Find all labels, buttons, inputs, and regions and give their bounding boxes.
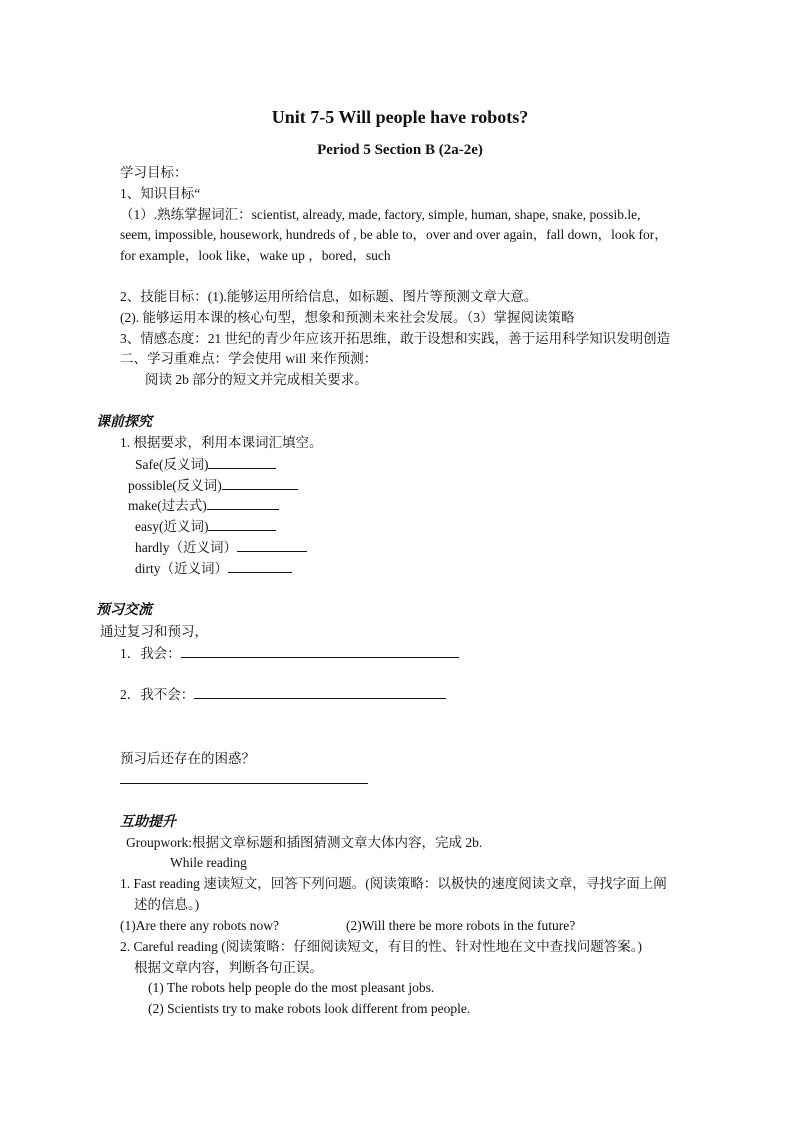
skill-line-2: (2). 能够运用本课的核心句型，想象和预测未来社会发展。（3）掌握阅读策略 [120,310,575,325]
while-reading-label: While reading [170,855,247,870]
groupwork-line: Groupwork:根据文章标题和插图猜测文章大体内容，完成 2b. [126,835,483,850]
question-2: (2)Will there be more robots in the future? [346,918,576,933]
fill-item-label: possible(反义词) [128,478,222,493]
skill-line-1: 2、技能目标：(1).能够运用所给信息，如标题、图片等预测文章大意。 [120,289,538,304]
preview-item-label: 2．我不会： [120,687,195,702]
answer-blank[interactable] [194,685,446,699]
judge-instruction: 根据文章内容，判断各句正误。 [134,960,323,975]
careful-reading-line: 2. Careful reading (阅读策略：仔细阅读短文，有目的性、针对性地在文中查找问题答案。) [120,939,642,954]
answer-rule[interactable] [120,783,368,784]
fill-item-safe [135,455,276,474]
fast-reading-line-1: 1. Fast reading 速读短文，回答下列问题。(阅读策略：以极快的速度阅读文章，寻找字面上阐 [120,876,667,891]
knowledge-heading: 1、知识目标“ [120,186,201,201]
answer-blank[interactable] [237,538,307,552]
attitude-line: 3、情感态度：21 世纪的青少年应该开拓思维，敢于设想和实践，善于运用科学知识发明创造 [120,331,671,346]
fill-item-make [128,496,279,515]
fast-reading-line-2: 述的信息。) [134,897,200,912]
fill-item-dirty [135,559,292,578]
preclass-instruction: 1. 根据要求，利用本课词汇填空。 [120,435,323,450]
vocab-line-1: （1）.熟练掌握词汇：scientist, already, made, factory, simple, human, shape, snake, possib.le, [120,207,641,222]
preview-heading: 预习交流 [96,603,152,618]
page-subtitle: Period 5 Section B (2a-2e) [317,142,483,158]
preclass-heading: 课前探究 [96,415,152,430]
key-points-line: 二、学习重难点：学会使用 will 来作预测： [120,351,378,366]
answer-blank[interactable] [208,455,276,469]
preview-item-label: 1．我会： [120,646,181,661]
objectives-heading: 学习目标： [120,165,188,180]
fill-item-label: hardly（近义词） [135,540,237,555]
question-1: (1)Are there any robots now? [120,918,279,933]
preview-item-2 [120,685,446,704]
page-title: Unit 7-5 Will people have robots? [271,107,529,127]
mutual-heading: 互助提升 [120,815,176,830]
vocab-line-3: for example，look like，wake up ，bored，such [120,248,391,263]
statement-1: (1) The robots help people do the most pleasant jobs. [148,980,435,995]
preview-item-1 [120,644,459,663]
answer-blank[interactable] [228,559,292,573]
answer-blank[interactable] [207,496,279,510]
key-points-detail: 阅读 2b 部分的短文并完成相关要求。 [145,372,368,387]
statement-2: (2) Scientists try to make robots look different from people. [148,1001,471,1016]
fill-item-label: Safe(反义词) [135,457,209,472]
fill-item-label: dirty（近义词） [135,561,228,576]
answer-blank[interactable] [181,644,459,658]
answer-blank[interactable] [222,476,298,490]
fill-item-label: make(过去式) [128,498,207,513]
preview-intro: 通过复习和预习， [100,624,208,639]
preview-question: 预习后还存在的困惑？ [120,751,255,766]
fill-item-hardly [135,538,307,557]
vocab-line-2: seem, impossible, housework, hundreds of , be able to，over and over again，fall down，look for， [120,227,668,242]
fill-item-easy [135,517,276,536]
answer-blank[interactable] [208,517,276,531]
fill-item-label: easy(近义词) [135,519,209,534]
fill-item-possible [128,476,298,495]
